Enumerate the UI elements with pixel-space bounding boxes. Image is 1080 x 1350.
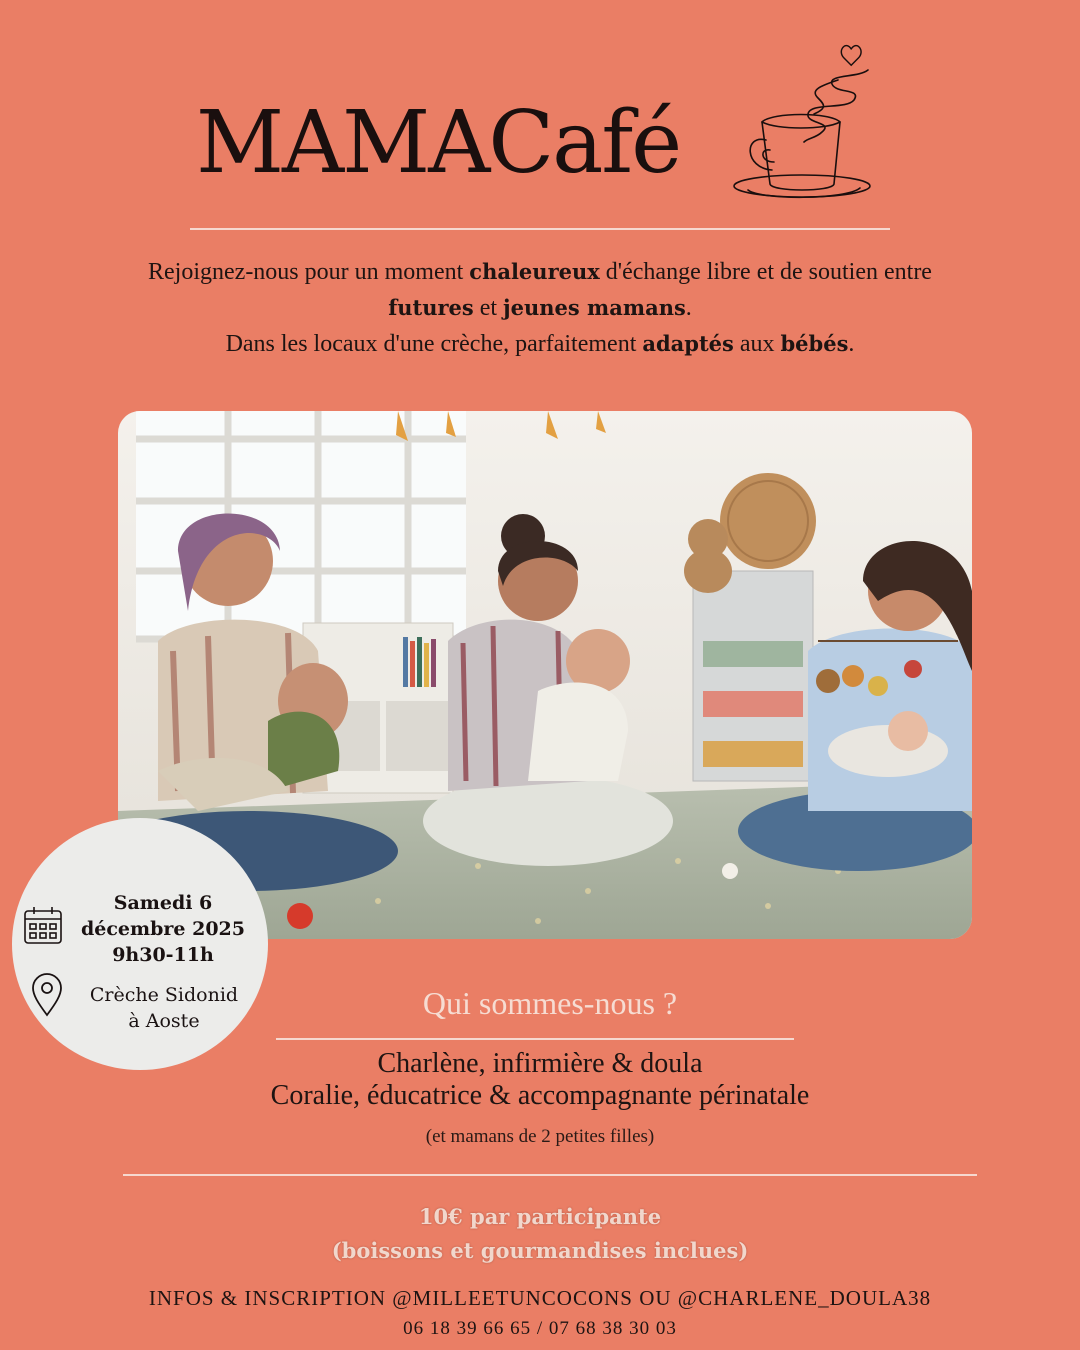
intro-line-1: Rejoignez-nous pour un moment chaleureux d'échange libre et de soutien entre xyxy=(148,259,932,285)
location-city: à Aoste xyxy=(128,1010,200,1032)
location-name: Crèche Sidonid xyxy=(89,984,239,1006)
bottom-divider xyxy=(123,1174,977,1176)
team-member-charlene: Charlène, infirmière & doula xyxy=(377,1048,703,1079)
page-title: MAMACafé xyxy=(196,93,681,193)
intro-text xyxy=(60,254,1020,362)
team-note: (et mamans de 2 petites filles) xyxy=(425,1126,655,1147)
price-includes: (boissons et gourmandises inclues) xyxy=(331,1238,749,1263)
intro-line-3: Dans les locaux d'une crèche, parfaitement adaptés aux bébés. xyxy=(225,331,855,357)
mothers-babies-photo xyxy=(118,411,972,939)
about-title: Qui sommes-nous ? xyxy=(422,985,678,1021)
intro-line-2: futures et jeunes mamans. xyxy=(388,295,692,321)
event-time: 9h30-11h xyxy=(112,944,214,966)
team-members xyxy=(120,1048,960,1112)
location-pin-icon xyxy=(30,973,64,1017)
about-divider xyxy=(276,1038,794,1040)
event-info-badge xyxy=(12,818,268,1070)
team-member-coralie: Coralie, éducatrice & accompagnante périnatale xyxy=(270,1080,810,1111)
pricing xyxy=(240,1200,840,1268)
coffee-cup-heart-icon xyxy=(728,40,878,205)
event-month-year: décembre 2025 xyxy=(80,918,245,940)
contact-info: INFOS & INSCRIPTION @MILLEETUNCOCONS OU @CHARLENE_DOULA38 xyxy=(148,1286,932,1310)
event-location xyxy=(74,982,254,1034)
event-date xyxy=(68,890,258,968)
contact-phones: 06 18 39 66 65 / 07 68 38 30 03 xyxy=(403,1318,677,1339)
calendar-icon xyxy=(22,904,64,946)
price-text: 10€ par participante xyxy=(418,1204,662,1229)
event-day: Samedi 6 xyxy=(113,892,213,914)
title-divider xyxy=(190,228,890,230)
